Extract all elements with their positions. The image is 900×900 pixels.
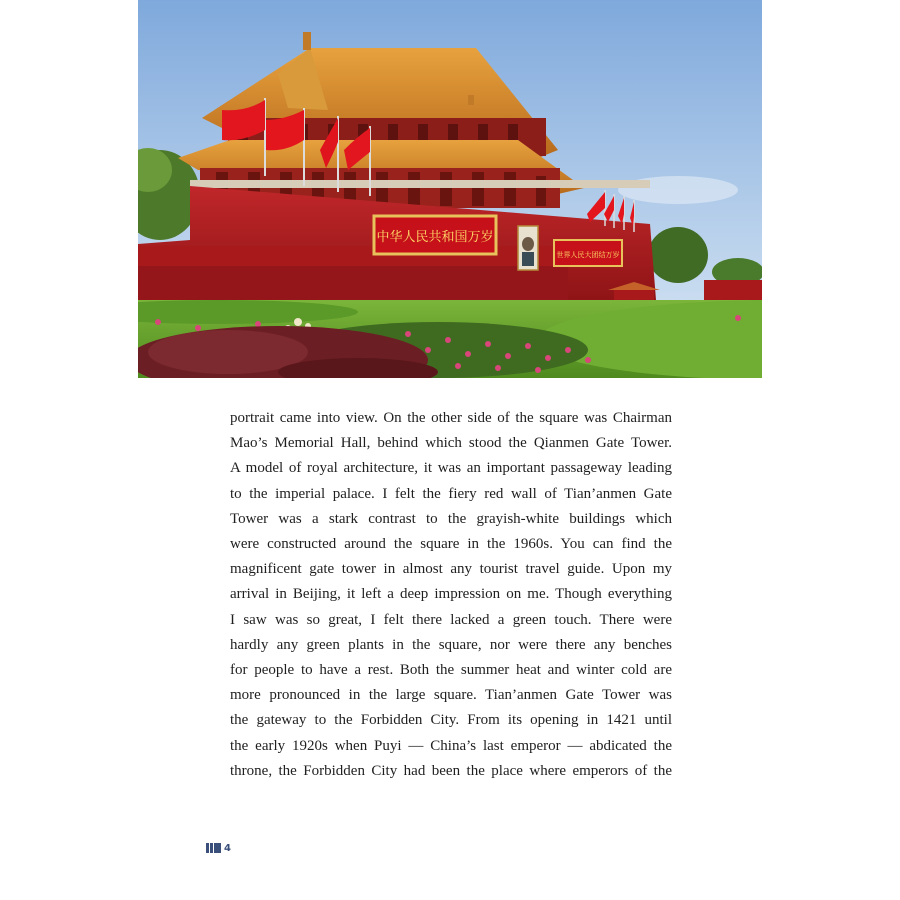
banner-right-text: 世界人民大团结万岁 (556, 251, 620, 259)
text-line: magnificent gate tower in almost any tourist travel guide. Upon my (230, 561, 672, 578)
folio-bar-icon (210, 843, 213, 853)
page-folio (206, 842, 231, 854)
tiananmen-photo-art (138, 0, 762, 378)
text-line: portrait came into view. On the other side of the square was Chairman (230, 410, 672, 426)
body-paragraph (230, 406, 672, 784)
folio-bar-icon (214, 843, 221, 853)
text-line: arrival in Beijing, it left a deep impression on me. Though everything (230, 586, 672, 603)
text-line: I saw was so great, I felt there lacked a green touch. There were (230, 611, 672, 628)
text-line: more pronounced in the large square. Tian’anmen Gate Tower was (230, 687, 672, 704)
text-line: Tower was a stark contrast to the grayish-white buildings which (230, 510, 672, 527)
folio-bar-icon (206, 843, 209, 853)
text-line: the gateway to the Forbidden City. From its opening in 1421 until (230, 712, 672, 729)
text-line: the early 1920s when Puyi — China’s last emperor — abdicated the (230, 737, 672, 754)
page-number: 4 (224, 842, 231, 854)
text-line: A model of royal architecture, it was an important passageway leading (230, 460, 672, 477)
text-line: were constructed around the square in the 1960s. You can find the (230, 536, 672, 553)
text-line: Mao’s Memorial Hall, behind which stood the Qianmen Gate Tower. (230, 435, 672, 452)
tiananmen-photo (138, 0, 762, 378)
text-line: for people to have a rest. Both the summer heat and winter cold are (230, 662, 672, 679)
banner-left-text: 中华人民共和国万岁 (376, 230, 494, 245)
text-line: throne, the Forbidden City had been the place where emperors of the (230, 762, 672, 779)
text-line: to the imperial palace. I felt the fiery red wall of Tian’anmen Gate (230, 485, 672, 502)
text-line: hardly any green plants in the square, nor were there any benches (230, 636, 672, 653)
